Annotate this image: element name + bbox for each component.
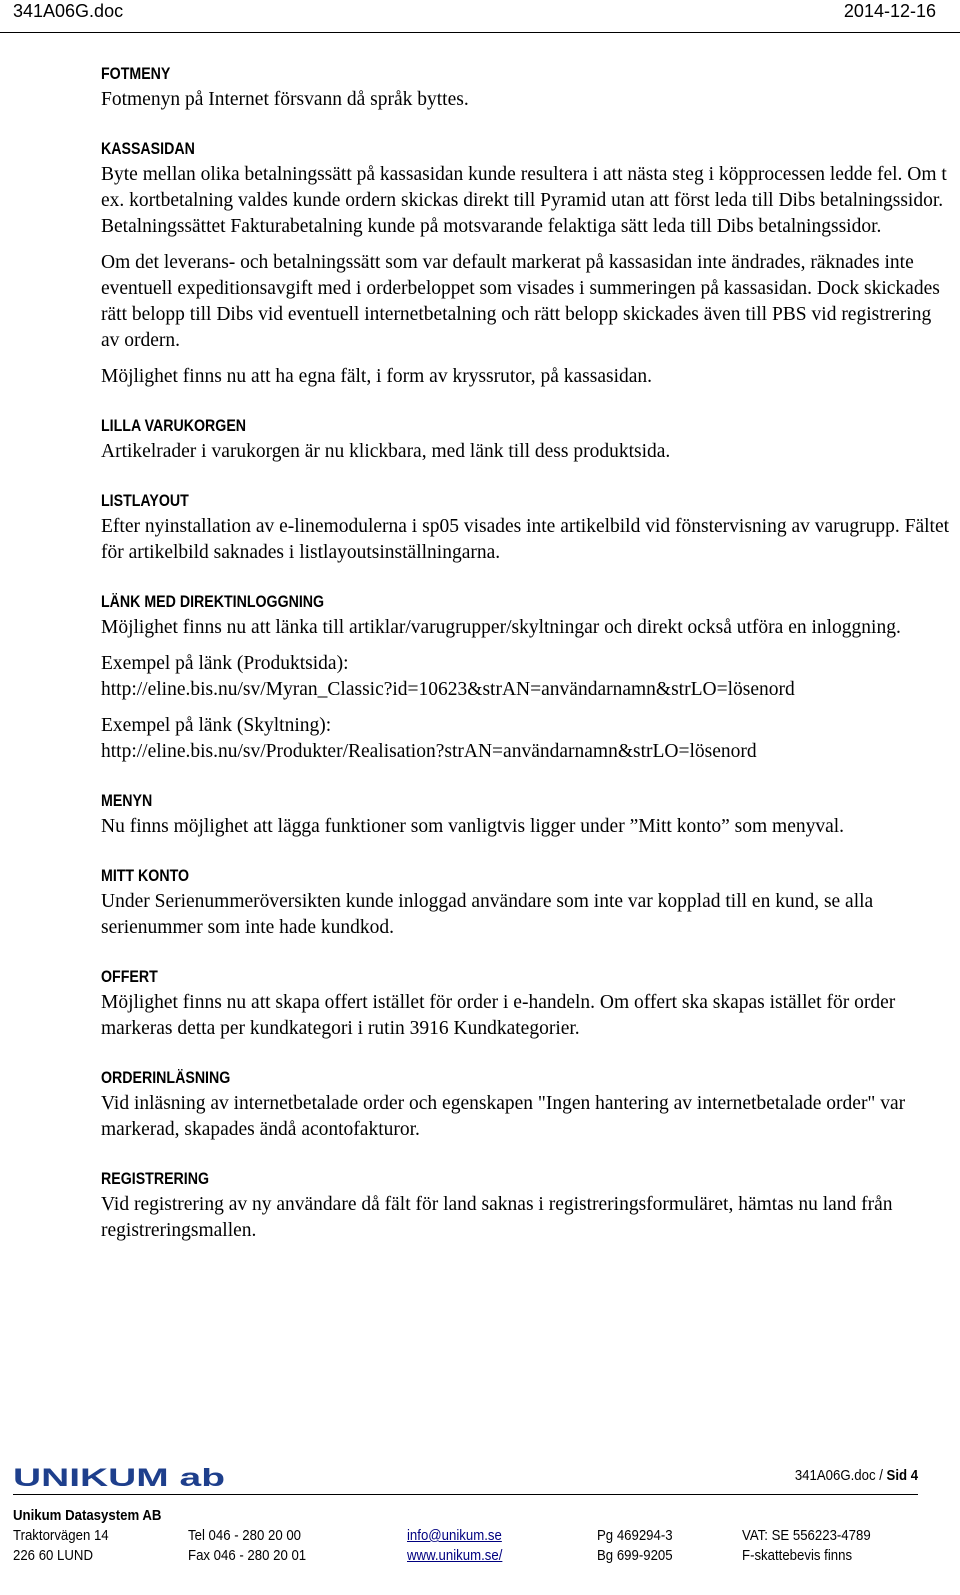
paragraph: Byte mellan olika betalningssätt på kassasidan kunde resultera i att nästa steg i köpprocessen ledde fel. Om t ex. kortbetalning valdes kunde ordern skickas direkt till Pyramid utan att först leda till Dibs betalningssidor. Betalningssättet Fakturabetalning kunde på motsvarande felaktiga sätt leda till Dibs betalningssidor. (101, 164, 947, 237)
address-line: Traktorvägen 14 (13, 1527, 109, 1544)
f-tax-note: F-skattebevis finns (742, 1547, 853, 1564)
example-label: Exempel på länk (Skyltning): (101, 715, 332, 736)
example-url: http://eline.bis.nu/sv/Produkter/Realisation?strAN=användarnamn&strLO=lösenord (101, 741, 757, 762)
paragraph: Vid registrering av ny användare då fält för land saknas i registreringsformuläret, hämtas nu land från registreringsmallen. (101, 1194, 893, 1241)
email-link[interactable]: info@unikum.se (407, 1527, 502, 1544)
company-name: Unikum Datasystem AB (13, 1507, 162, 1524)
example-label: Exempel på länk (Produktsida): (101, 653, 349, 674)
page-reference (795, 1467, 918, 1484)
section-offert (101, 967, 951, 1042)
footer-tax (742, 1526, 871, 1566)
web-link[interactable]: www.unikum.se/ (407, 1547, 503, 1564)
header-filename: 341A06G.doc (13, 1, 124, 21)
address-line: 226 60 LUND (13, 1547, 93, 1564)
fax: Fax 046 - 280 20 01 (188, 1547, 307, 1564)
paragraph: Om det leverans- och betalningssätt som var default markerat på kassasidan inte ändrades, räknades inte eventuell expeditionsavgift med i orderbeloppet som visades i summeringen på kassasidan. Dock skickades rätt belopp till Dibs vid eventuell internetbetalning och rätt belopp skickades även till PBS vid registrering av ordern. (101, 252, 940, 351)
section-mitt-konto (101, 866, 951, 941)
paragraph: Möjlighet finns nu att skapa offert istället för order i e-handeln. Om offert ska skapas istället för order markeras detta per kundkategori i rutin 3916 Kundkategorier. (101, 992, 896, 1039)
page-number: Sid 4 (886, 1467, 918, 1484)
plusgiro: Pg 469294-3 (597, 1527, 673, 1544)
section-title: LILLA VARUKORGEN (101, 417, 247, 435)
doc-ref: 341A06G.doc / (794, 1467, 887, 1484)
section-orderinlasning (101, 1068, 951, 1143)
section-title: MENYN (101, 792, 153, 810)
section-menyn (101, 791, 951, 840)
section-title: LISTLAYOUT (101, 492, 189, 510)
example-link-skyltning (101, 713, 951, 765)
paragraph: Fotmenyn på Internet försvann då språk byttes. (101, 89, 469, 110)
footer-giro (597, 1526, 673, 1566)
footer-contact (407, 1526, 502, 1566)
paragraph: Artikelrader i varukorgen är nu klickbara, med länk till dess produktsida. (101, 441, 671, 462)
section-title: MITT KONTO (101, 867, 190, 885)
section-lank-med-direktinloggning (101, 592, 951, 765)
paragraph: Efter nyinstallation av e-linemodulerna i sp05 visades inte artikelbild vid fönstervisning av varugrupp. Fältet för artikelbild saknades i listlayoutsinställningarna. (101, 516, 950, 563)
section-fotmeny (101, 64, 951, 113)
footer-address (13, 1526, 109, 1566)
footer-phone (188, 1526, 306, 1566)
section-lilla-varukorgen (101, 416, 951, 465)
section-title: OFFERT (101, 968, 158, 986)
page-header (0, 0, 960, 33)
section-listlayout (101, 491, 951, 566)
unikum-logo (13, 1465, 228, 1489)
page-footer (0, 1450, 960, 1595)
section-registrering (101, 1169, 951, 1244)
example-url: http://eline.bis.nu/sv/Myran_Classic?id=10623&strAN=användarnamn&strLO=lösenord (101, 679, 795, 700)
paragraph: Nu finns möjlighet att lägga funktioner som vanligtvis ligger under ”Mitt konto” som menyval. (101, 816, 845, 837)
header-date: 2014-12-16 (843, 1, 936, 21)
example-link-product (101, 651, 951, 703)
paragraph: Vid inläsning av internetbetalade order och egenskapen "Ingen hantering av internetbetalade order" var markerad, skapades ändå acontofakturor. (101, 1093, 906, 1140)
bankgiro: Bg 699-9205 (597, 1547, 673, 1564)
section-kassasidan (101, 139, 951, 390)
section-title: KASSASIDAN (101, 140, 195, 158)
footer-divider (13, 1494, 918, 1495)
section-title: REGISTRERING (101, 1170, 210, 1188)
vat-number: VAT: SE 556223-4789 (742, 1527, 871, 1544)
document-body (101, 64, 951, 1270)
section-title: ORDERINLÄSNING (101, 1069, 231, 1087)
section-title: LÄNK MED DIREKTINLOGGNING (101, 593, 325, 611)
paragraph: Under Serienummeröversikten kunde inloggad användare som inte var kopplad till en kund, se alla serienummer som inte hade kundkod. (101, 891, 874, 938)
paragraph: Möjlighet finns nu att länka till artiklar/varugrupper/skyltningar och direkt också utföra en inloggning. (101, 617, 901, 638)
phone: Tel 046 - 280 20 00 (188, 1527, 302, 1544)
paragraph: Möjlighet finns nu att ha egna fält, i form av kryssrutor, på kassasidan. (101, 366, 653, 387)
section-title: FOTMENY (101, 65, 171, 83)
logo-text: UNIKUM ab (13, 1465, 225, 1489)
